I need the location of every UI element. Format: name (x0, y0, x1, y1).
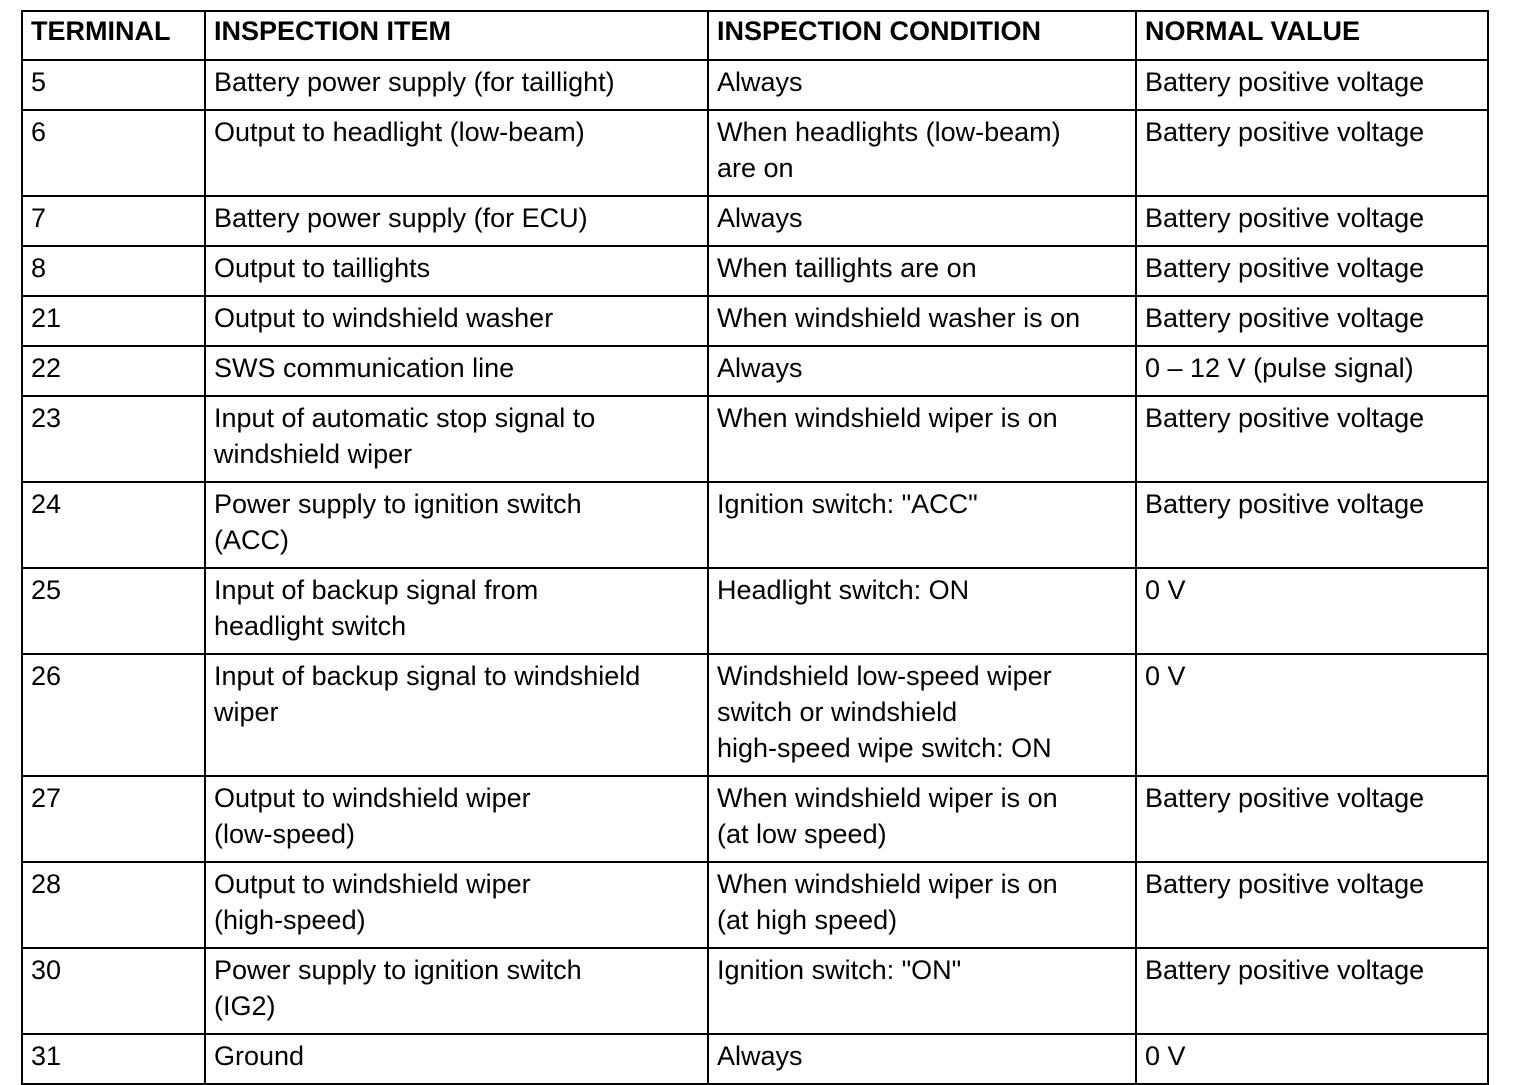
cell-normal-value: Battery positive voltage (1136, 110, 1488, 196)
cell-inspection-item: Output to windshield wiper (low-speed) (205, 776, 708, 862)
table-row (22, 346, 1488, 396)
cell-inspection-condition: When headlights (low-beam) are on (708, 110, 1136, 196)
cell-inspection-item: Input of backup signal from headlight switch (205, 568, 708, 654)
table-row (22, 482, 1488, 568)
cell-inspection-item: Battery power supply (for taillight) (205, 60, 708, 110)
cell-inspection-item: Output to windshield wiper (high-speed) (205, 862, 708, 948)
table-row (22, 396, 1488, 482)
cell-normal-value: Battery positive voltage (1136, 296, 1488, 346)
cell-terminal: 21 (22, 296, 205, 346)
cell-inspection-item: Input of automatic stop signal to windshield wiper (205, 396, 708, 482)
cell-inspection-condition: Ignition switch: "ON" (708, 948, 1136, 1034)
cell-terminal: 22 (22, 346, 205, 396)
cell-inspection-condition: Always (708, 1034, 1136, 1084)
table-row (22, 776, 1488, 862)
cell-inspection-condition: Windshield low-speed wiper switch or windshield high-speed wipe switch: ON (708, 654, 1136, 776)
cell-normal-value: Battery positive voltage (1136, 246, 1488, 296)
cell-terminal: 25 (22, 568, 205, 654)
inspection-table (21, 10, 1489, 1085)
table-row (22, 196, 1488, 246)
cell-terminal: 6 (22, 110, 205, 196)
cell-inspection-condition: When windshield wiper is on (at high speed) (708, 862, 1136, 948)
cell-inspection-condition: Always (708, 346, 1136, 396)
table-header-row (22, 11, 1488, 60)
cell-terminal: 24 (22, 482, 205, 568)
cell-inspection-item: Input of backup signal to windshield wiper (205, 654, 708, 776)
table-row (22, 246, 1488, 296)
cell-inspection-condition: Always (708, 196, 1136, 246)
table-row (22, 296, 1488, 346)
cell-normal-value: 0 V (1136, 654, 1488, 776)
table-row (22, 568, 1488, 654)
cell-inspection-item: Output to windshield washer (205, 296, 708, 346)
cell-terminal: 23 (22, 396, 205, 482)
cell-inspection-item: SWS communication line (205, 346, 708, 396)
cell-terminal: 7 (22, 196, 205, 246)
cell-normal-value: Battery positive voltage (1136, 396, 1488, 482)
header-normal-value: NORMAL VALUE (1136, 11, 1488, 60)
table-row (22, 110, 1488, 196)
cell-terminal: 26 (22, 654, 205, 776)
cell-inspection-condition: When windshield wiper is on (at low speed) (708, 776, 1136, 862)
cell-terminal: 5 (22, 60, 205, 110)
cell-normal-value: Battery positive voltage (1136, 196, 1488, 246)
table-row (22, 654, 1488, 776)
cell-terminal: 27 (22, 776, 205, 862)
cell-inspection-condition: When windshield washer is on (708, 296, 1136, 346)
cell-inspection-item: Battery power supply (for ECU) (205, 196, 708, 246)
cell-inspection-condition: Ignition switch: "ACC" (708, 482, 1136, 568)
cell-inspection-condition: Always (708, 60, 1136, 110)
header-inspection-condition: INSPECTION CONDITION (708, 11, 1136, 60)
cell-inspection-item: Output to taillights (205, 246, 708, 296)
cell-inspection-item: Power supply to ignition switch (ACC) (205, 482, 708, 568)
cell-inspection-condition: When taillights are on (708, 246, 1136, 296)
cell-normal-value: Battery positive voltage (1136, 482, 1488, 568)
cell-normal-value: Battery positive voltage (1136, 948, 1488, 1034)
cell-normal-value: Battery positive voltage (1136, 776, 1488, 862)
table-row (22, 60, 1488, 110)
cell-normal-value: Battery positive voltage (1136, 862, 1488, 948)
cell-inspection-condition: Headlight switch: ON (708, 568, 1136, 654)
cell-normal-value: 0 – 12 V (pulse signal) (1136, 346, 1488, 396)
cell-inspection-condition: When windshield wiper is on (708, 396, 1136, 482)
cell-inspection-item: Ground (205, 1034, 708, 1084)
cell-terminal: 30 (22, 948, 205, 1034)
cell-normal-value: 0 V (1136, 568, 1488, 654)
cell-inspection-item: Output to headlight (low-beam) (205, 110, 708, 196)
header-inspection-item: INSPECTION ITEM (205, 11, 708, 60)
cell-terminal: 8 (22, 246, 205, 296)
header-terminal: TERMINAL (22, 11, 205, 60)
table-row (22, 1034, 1488, 1084)
cell-inspection-item: Power supply to ignition switch (IG2) (205, 948, 708, 1034)
cell-normal-value: Battery positive voltage (1136, 60, 1488, 110)
cell-terminal: 31 (22, 1034, 205, 1084)
cell-normal-value: 0 V (1136, 1034, 1488, 1084)
table-row (22, 862, 1488, 948)
cell-terminal: 28 (22, 862, 205, 948)
table-row (22, 948, 1488, 1034)
